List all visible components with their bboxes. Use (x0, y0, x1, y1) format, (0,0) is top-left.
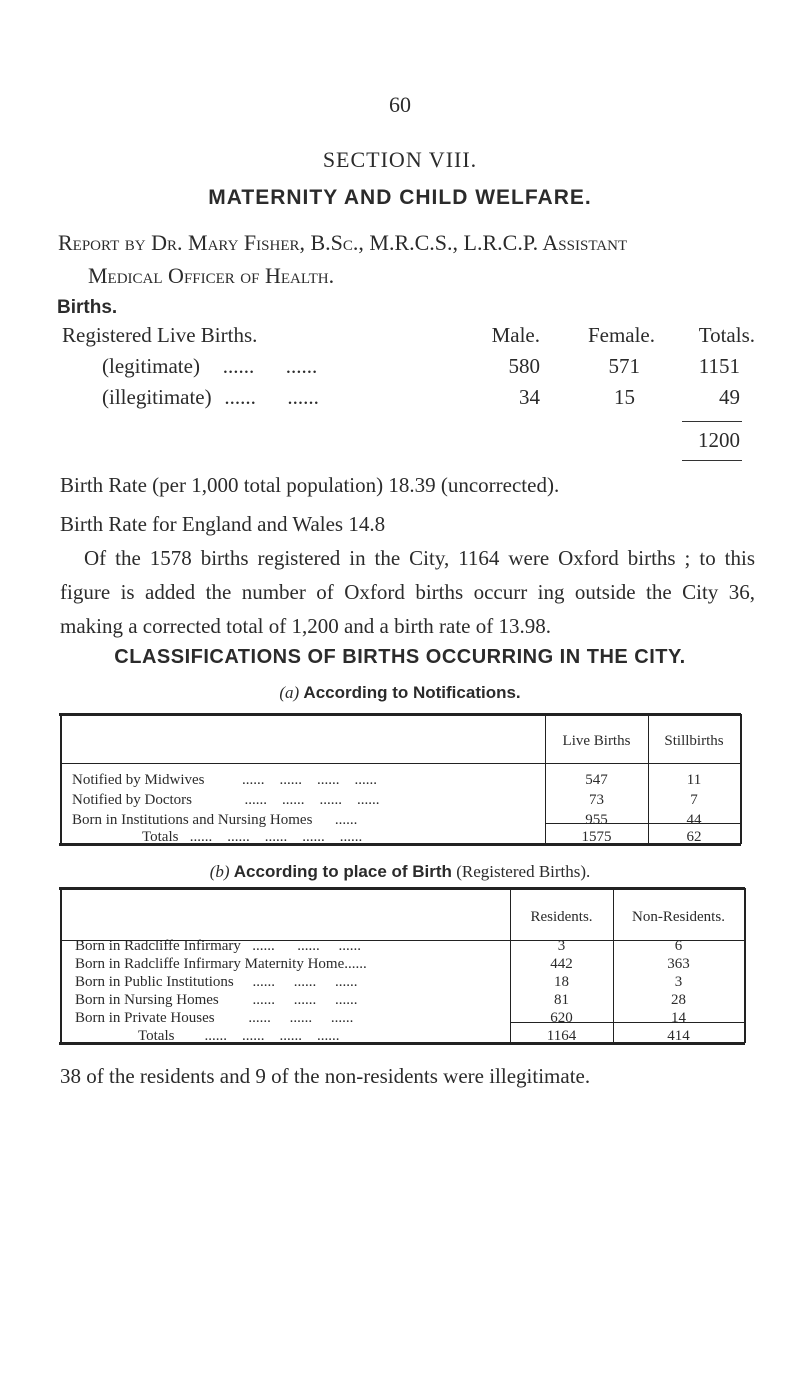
table-a-row-still: 44 (686, 812, 702, 828)
row-illegitimate-label: (illegitimate) ...... ...... (102, 385, 319, 409)
col-male-header: Male. (491, 323, 540, 347)
table-b-row-nonres: 28 (671, 992, 686, 1008)
table-a-row-live: 955 (585, 812, 608, 828)
total-rule-bottom (682, 460, 742, 461)
table-a-totals-label: Totals ...... ...... ...... ...... ...... (142, 829, 363, 845)
table-a-row-label: Notified by Midwives ...... ...... ...... ...... (72, 772, 377, 788)
table-b-caption (0, 862, 800, 882)
table-b-prefix: (b) (209, 862, 230, 881)
grand-total: 1200 (698, 428, 740, 452)
report-by-line1: Report by Dr. Mary Fisher, B.Sc., M.R.C.S., L.R.C.P. Assistant (58, 230, 628, 255)
table-a-row-live: 73 (589, 792, 604, 808)
table-a-row-live: 547 (585, 772, 608, 788)
table-a-left-border (60, 714, 62, 844)
page-number: 60 (389, 92, 411, 117)
table-b-row-label: Born in Public Institutions ...... ...... ...... (75, 974, 358, 990)
table-b-row-label: Born in Radcliffe Infirmary ...... ...... ...... (75, 938, 361, 954)
births-heading: Births. (57, 297, 118, 318)
table-b-row-label: Born in Radcliffe Infirmary Maternity Home...... (75, 956, 367, 972)
col-totals-header: Totals. (698, 323, 755, 347)
table-b-row-nonres: 363 (667, 956, 690, 972)
table-b-row-res: 81 (554, 992, 569, 1008)
table-b-totals-label: Totals ...... ...... ...... ...... (138, 1028, 340, 1044)
legitimate-female: 571 (608, 354, 640, 378)
table-b-caption-text: According to place of Birth (233, 862, 452, 881)
table-b-row-nonres: 14 (671, 1010, 686, 1026)
illegitimate-male: 34 (519, 385, 540, 409)
table-a-top-border (59, 713, 741, 716)
col-female-header: Female. (587, 323, 655, 347)
table-a-caption-text: According to Notifications. (303, 683, 521, 702)
table-b-totals-res: 1164 (546, 1028, 577, 1044)
main-title: MATERNITY AND CHILD WELFARE. (208, 186, 592, 209)
table-a-row-still: 11 (686, 772, 702, 788)
table-b-left-border (60, 888, 62, 1043)
total-rule-top (682, 421, 742, 422)
table-b-row-nonres: 3 (674, 974, 683, 990)
birth-rate-line: Birth Rate (per 1,000 total population) 18.39 (uncorrected). (60, 473, 560, 497)
table-a-totals-live: 1575 (581, 829, 612, 845)
table-b-totals-nonres: 414 (667, 1028, 690, 1044)
table-a-totals-still: 62 (686, 829, 702, 845)
table-b-top-border (59, 887, 745, 890)
table-a-right-border (740, 714, 742, 844)
table-b-col-nonres-header: Non-Residents. (632, 909, 725, 925)
table-a-col-live-header: Live Births (562, 733, 631, 749)
table-b-row-label: Born in Nursing Homes ...... ...... ...... (75, 992, 358, 1008)
table-a-col-still-header: Stillbirths (664, 733, 724, 749)
report-by-line2: Medical Officer of Health. (88, 263, 335, 288)
england-rate-line: Birth Rate for England and Wales 14.8 (60, 512, 386, 536)
table-b-row-label: Born in Private Houses ...... ...... ...... (75, 1010, 354, 1026)
table-b-col-res-header: Residents. (530, 909, 593, 925)
table-a-row-label: Born in Institutions and Nursing Homes ...... (72, 812, 358, 828)
section-title: SECTION VIII. (322, 147, 478, 172)
table-b-row-res: 442 (550, 956, 573, 972)
births-paragraph: Of the 1578 births registered in the City, 1164 were Oxford births ; to this figure is added the number of Oxford births occurr ing outside the City 36, making a corrected total of 1,200 and a birth rate of 13.98. (60, 546, 755, 638)
table-b-row-res: 620 (550, 1010, 573, 1026)
legitimate-total: 1151 (698, 354, 740, 378)
table-b-row-res: 3 (557, 938, 566, 954)
bottom-note: 38 of the residents and 9 of the non-residents were illegitimate. (60, 1064, 591, 1088)
row-legitimate-label: (legitimate) ...... ...... (102, 354, 318, 378)
table-b-caption-suffix: (Registered Births). (456, 862, 591, 881)
illegitimate-female: 15 (614, 385, 635, 409)
registered-title: Registered Live Births. (62, 323, 258, 347)
classifications-heading: CLASSIFICATIONS OF BIRTHS OCCURRING IN THE CITY. (114, 646, 686, 668)
table-b-right-border (744, 888, 746, 1043)
table-b-row-nonres: 6 (674, 938, 683, 954)
table-a-prefix: (a) (279, 683, 300, 702)
report-by (58, 226, 758, 292)
legitimate-male: 580 (508, 354, 540, 378)
table-a-caption (0, 683, 800, 703)
table-b-row-res: 18 (554, 974, 569, 990)
table-a-header-rule (62, 763, 740, 764)
table-a-row-still: 7 (690, 792, 698, 808)
table-a-row-label: Notified by Doctors ...... ...... ...... ...... (72, 792, 380, 808)
illegitimate-total: 49 (719, 385, 740, 409)
